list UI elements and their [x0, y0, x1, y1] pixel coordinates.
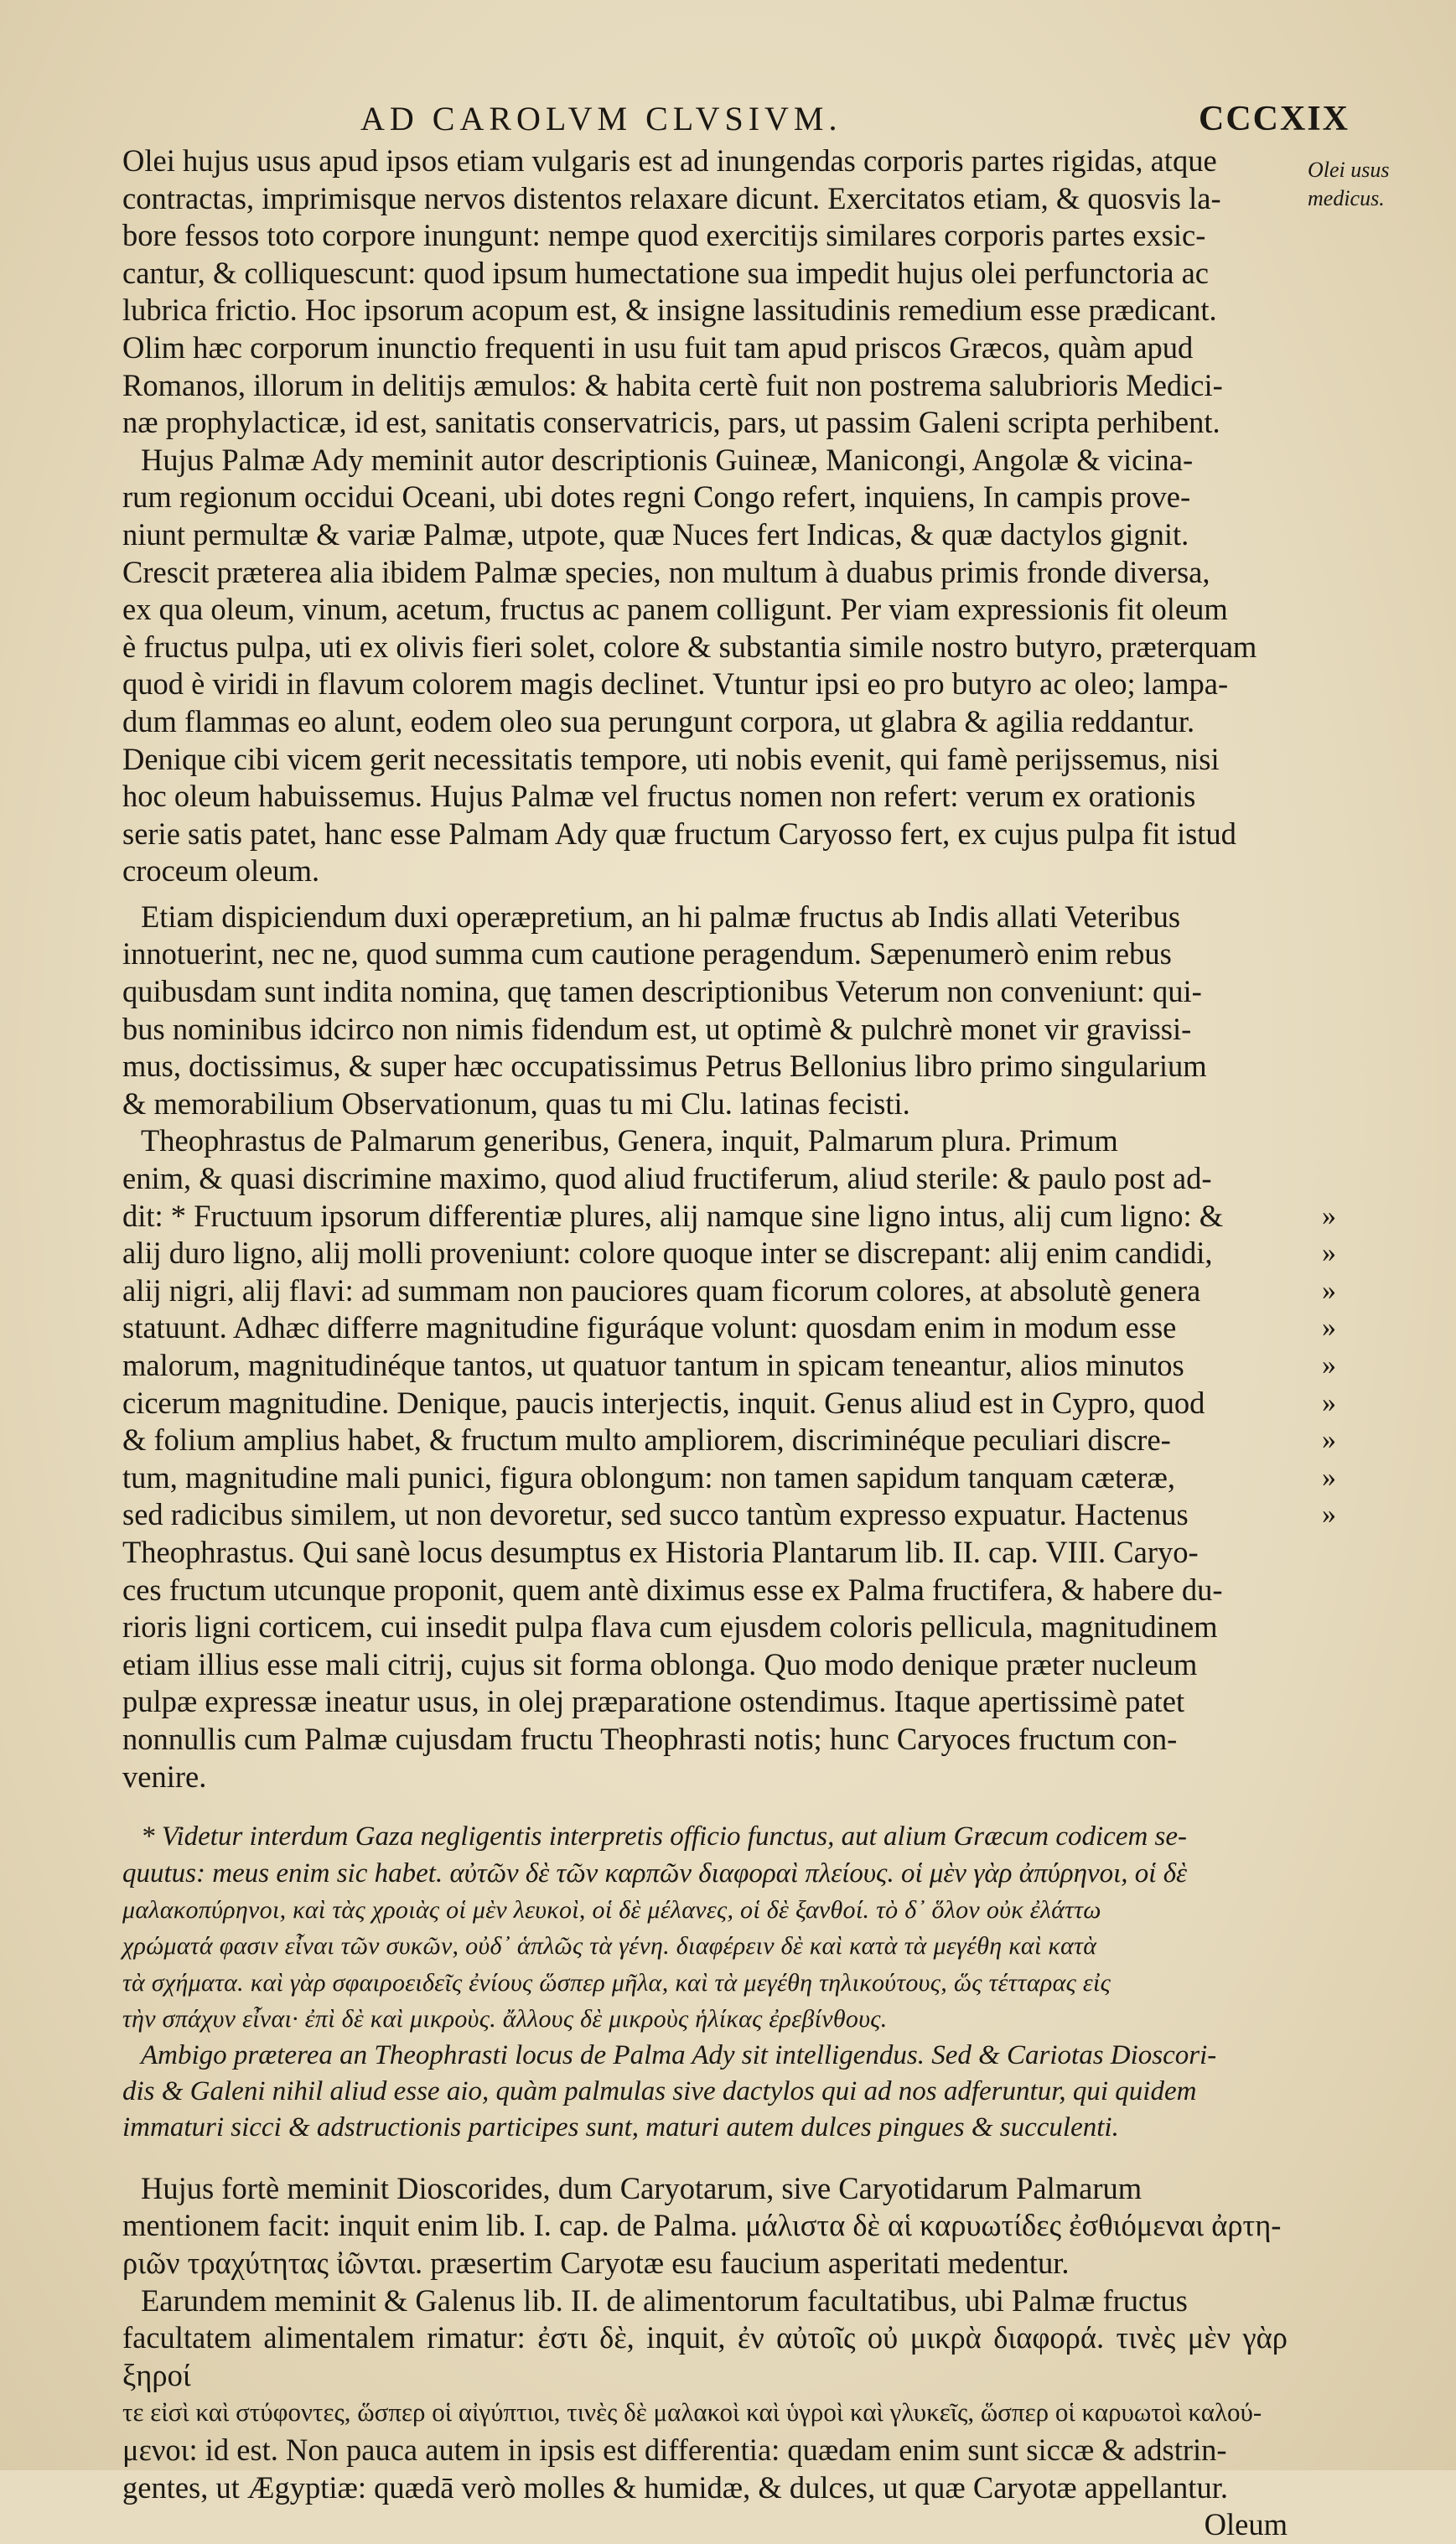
quote-mark: » [1322, 1199, 1336, 1231]
note-line: * Videtur interdum Gaza negligentis interpretis officio functus, aut alium Græcum codicem se- [141, 1821, 1188, 1852]
text-line: bore fessos toto corpore inungunt: nempe quod exercitijs similares corporis partes exsic- [122, 218, 1206, 253]
running-head: AD CAROLVM CLVSIVM. [360, 100, 842, 137]
text-line: ces fructum utcunque proponit, quem antè diximus esse ex Palma fructifera, & habere du- [122, 1572, 1223, 1607]
margin-note-line: medicus. [1308, 186, 1385, 210]
text-line-content: malorum, magnitudinéque tantos, ut quatuor tantum in spicam teneantur, alios minutos [122, 1348, 1184, 1382]
quote-mark: » [1322, 1274, 1336, 1306]
paragraph-theophrastus [122, 1122, 1336, 1795]
text-line: quibusdam sunt indita nomina, quę tamen descriptionibus Veterum non conveniunt: qui- [122, 974, 1202, 1009]
quote-mark: » [1322, 1237, 1336, 1269]
text-line: nonnullis cum Palmæ cujusdam fructu Theophrasti notis; hunc Caryoces fructum con- [122, 1721, 1178, 1756]
footnote-ambigo [122, 2038, 1288, 2147]
text-line: mus, doctissimus, & super hæc occupatissimus Petrus Bellonius libro primo singularium [122, 1049, 1207, 1084]
quote-mark: » [1322, 1424, 1336, 1456]
paragraph-dispiciendum [122, 899, 1288, 1123]
text-line: Earundem meminit & Galenus lib. II. de alimentorum facultatibus, ubi Palmæ fructus [141, 2282, 1188, 2318]
text-line [122, 1272, 1336, 1310]
text-line: innotuerint, nec ne, quod summa cum cautione peragendum. Sæpenumerò enim rebus [122, 936, 1172, 971]
text-line: niunt permultæ & variæ Palmæ, utpote, quæ Nuces fert Indicas, & quæ dactylos gignit. [122, 516, 1189, 552]
text-line: gentes, ut Ægyptiæ: quædā verò molles & humidæ, & dulces, ut quæ Caryotæ appellantur. [122, 2469, 1228, 2505]
text-line: μενοι: id est. Non pauca autem in ipsis est differentia: quædam enim sunt siccæ & adstrin- [122, 2432, 1227, 2467]
margin-note [1308, 156, 1390, 213]
text-line: quod è viridi in flavum colorem magis declinet. Vtuntur ipsi eo pro butyro ac oleo; lampa- [122, 666, 1229, 702]
text-line [122, 1309, 1336, 1347]
page-header [126, 99, 1383, 149]
text-line: bus nominibus idcirco non nimis fidendum est, ut optimè & pulchrè monet vir gravissi- [122, 1011, 1192, 1046]
text-line: Olim hæc corporum inunctio frequenti in usu fuit tam apud priscos Græcos, quàm apud [122, 329, 1194, 365]
note-line: quutus: meus enim sic habet. αὐτῶν δὲ τῶν καρπῶν διαφοραὶ πλείους. οἱ μὲν γὰρ ἀπύρηνοι, οἱ δὲ [122, 1857, 1188, 1889]
text-line: rum regionum occidui Oceani, ubi dotes regni Congo refert, inquiens, In campis prove- [122, 479, 1191, 515]
text-line [122, 1496, 1336, 1534]
text-line: etiam illius esse mali citrij, cujus sit forma oblonga. Quo modo denique præter nucleum [122, 1646, 1198, 1681]
note-line: τὴν σπάχυν εἶναι· ἐπὶ δὲ καὶ μικροὺς. ἄλλους δὲ μικροὺς ἡλίκας ἐρεβίνθους. [122, 2005, 888, 2034]
text-line: Theophrastus de Palmarum generibus, Genera, inquit, Palmarum plura. Primum [141, 1123, 1118, 1158]
note-line: immaturi sicci & adstructionis participes sunt, maturi autem dulces pingues & succulenti. [122, 2112, 1119, 2143]
text-line: Theophrastus. Qui sanè locus desumptus ex Historia Plantarum lib. II. cap. VIII. Caryo- [122, 1534, 1199, 1569]
text-line: Denique cibi vicem gerit necessitatis tempore, uti nobis evenit, qui famè perijssemus, nisi [122, 741, 1220, 776]
catchword: Oleum [1204, 2507, 1288, 2542]
text-line: næ prophylacticæ, id est, sanitatis conservatricis, pars, ut passim Galeni scripta perhibent. [122, 405, 1220, 440]
note-line: χρώματά φασιν εἶναι τῶν συκῶν, οὐδ᾽ ἁπλῶς τὰ γένη. διαφέρειν δὲ καὶ κατὰ τὰ μεγέθη καὶ κατὰ [122, 1932, 1097, 1961]
text-line [122, 1385, 1336, 1422]
text-line [122, 1198, 1336, 1236]
note-line: τὰ σχήματα. καὶ γὰρ σφαιροειδεῖς ἐνίους ὥσπερ μῆλα, καὶ τὰ μεγέθη τηλικούτους, ὥς τέτταρας εἰς [122, 1968, 1111, 1997]
text-line: ex qua oleum, vinum, acetum, fructus ac panem colligunt. Per viam expressionis fit oleum [122, 592, 1228, 627]
paragraph-palmae-ady [122, 442, 1288, 890]
footnote-gaza [122, 1819, 1288, 2037]
text-line: Crescit præterea alia ibidem Palmæ species, non multum à duabus primis fronde diversa, [122, 554, 1210, 589]
text-line: pulpæ expressæ ineatur usus, in olej præparatione ostendimus. Itaque apertissimè patet [122, 1684, 1185, 1719]
quote-mark: » [1322, 1312, 1336, 1344]
text-line-content: alij nigri, alij flavi: ad summam non pauciores quam ficorum colores, at absolutè genera [122, 1272, 1201, 1308]
note-line: Ambigo præterea an Theophrasti locus de Palma Ady sit intelligendus. Sed & Cariotas Dioscori- [141, 2039, 1217, 2070]
text-line [122, 1422, 1336, 1459]
text-line: contractas, imprimisque nervos distentos relaxare dicunt. Exercitatos etiam, & quosvis la- [122, 180, 1221, 215]
paragraph-dioscorides [122, 2170, 1288, 2282]
quote-mark: » [1322, 1461, 1336, 1493]
text-line: serie satis patet, hanc esse Palmam Ady quæ fructum Caryosso fert, ex cujus pulpa fit istud [122, 816, 1236, 851]
text-line: hoc oleum habuissemus. Hujus Palmæ vel fructus nomen non refert: verum ex orationis [122, 779, 1196, 814]
paragraph-olei-usus [122, 142, 1288, 442]
text-line: facultatem alimentalem rimatur: ἐστι δὲ, inquit, ἐν αὐτοῖς οὐ μικρὰ διαφορά. τινὲς μὲν γὰρ ξηροί [122, 2320, 1288, 2392]
text-line-content: statuunt. Adhæc differre magnitudine figuráque volunt: quosdam enim in modum esse [122, 1310, 1177, 1345]
margin-note-line: Olei usus [1308, 158, 1390, 182]
text-line: venire. [122, 1759, 207, 1794]
text-line: enim, & quasi discrimine maximo, quod aliud fructiferum, aliud sterile: & paulo post ad- [122, 1161, 1212, 1196]
text-line: cantur, & colliquescunt: quod ipsum humectatione sua impedit hujus olei perfunctoria ac [122, 255, 1209, 290]
text-line-content: & folium amplius habet, & fructum multo ampliorem, discriminéque peculiari discre- [122, 1422, 1171, 1458]
main-text [122, 142, 1336, 2544]
quote-mark: » [1322, 1499, 1336, 1531]
text-line-content: dit: * Fructuum ipsorum differentiæ plures, alij namque sine ligno intus, alij cum ligno: & [122, 1198, 1224, 1233]
text-line: τε εἰσὶ καὶ στύφοντες, ὥσπερ οἱ αἰγύπτιοι, τινὲς δὲ μαλακοὶ καὶ ὑγροὶ καὶ γλυκεῖς, ὥσπερ οἱ καρυωτοὶ καλού- [122, 2397, 1262, 2427]
text-line: Etiam dispiciendum duxi operæpretium, an hi palmæ fructus ab Indis allati Veteribus [141, 899, 1181, 934]
text-line-content: tum, magnitudine mali punici, figura oblongum: non tamen sapidum tanquam cæteræ, [122, 1459, 1175, 1495]
text-line [122, 1235, 1336, 1272]
text-line: mentionem facit: inquit enim lib. I. cap. de Palma. μάλιστα δὲ αἱ καρυωτίδες ἐσθιόμεναι ἀρτη- [122, 2208, 1282, 2243]
text-line: Romanos, illorum in delitijs æmulos: & habita certè fuit non postrema salubrioris Medici- [122, 367, 1223, 402]
text-line: rioris ligni corticem, cui insedit pulpa flava cum ejusdem coloris pellicula, magnitudinem [122, 1609, 1218, 1645]
note-line: μαλακοπύρηνοι, καὶ τὰς χροιὰς οἱ μὲν λευκοὶ, οἱ δὲ μέλανες, οἱ δὲ ξανθοί. τὸ δ᾽ ὅλον οὐκ ἐλάττω [122, 1895, 1101, 1924]
text-line: & memorabilium Observationum, quas tu mi Clu. latinas fecisti. [122, 1085, 910, 1121]
text-line: ριῶν τραχύτητας ἰῶνται. præsertim Caryotæ esu faucium asperitati medentur. [122, 2245, 1070, 2280]
text-line: croceum oleum. [122, 853, 320, 889]
text-line [122, 1347, 1336, 1385]
text-line: Olei hujus usus apud ipsos etiam vulgaris est ad inungendas corporis partes rigidas, atque [122, 143, 1217, 178]
folio-number: CCCXIX [1199, 100, 1350, 138]
text-line-content: sed radicibus similem, ut non devoretur, sed succo tantùm expresso expuatur. Hactenus [122, 1497, 1189, 1532]
quote-mark: » [1322, 1386, 1336, 1418]
text-line: dum flammas eo alunt, eodem oleo sua perungunt corpora, ut glabra & agilia reddantur. [122, 703, 1195, 738]
text-line-content: cicerum magnitudine. Denique, paucis interjectis, inquit. Genus aliud est in Cypro, quod [122, 1385, 1205, 1420]
text-line: Hujus fortè meminit Dioscorides, dum Caryotarum, sive Caryotidarum Palmarum [141, 2170, 1143, 2205]
note-line: dis & Galeni nihil aliud esse aio, quàm palmulas sive dactylos qui ad nos adferuntur, qui quidem [122, 2075, 1197, 2106]
quote-mark: » [1322, 1350, 1336, 1381]
text-line: è fructus pulpa, uti ex olivis fieri solet, colore & substantia simile nostro butyro, præterquam [122, 629, 1257, 664]
text-line [122, 1459, 1336, 1497]
text-line: lubrica frictio. Hoc ipsorum acopum est, & insigne lassitudinis remedium esse prædicant. [122, 293, 1217, 328]
text-line-content: alij duro ligno, alij molli proveniunt: colore quoque inter se discrepant: alij enim candidi, [122, 1236, 1213, 1271]
paragraph-galenus [122, 2282, 1288, 2507]
text-line: Hujus Palmæ Ady meminit autor descriptionis Guineæ, Manicongi, Angolæ & vicina- [141, 442, 1194, 477]
